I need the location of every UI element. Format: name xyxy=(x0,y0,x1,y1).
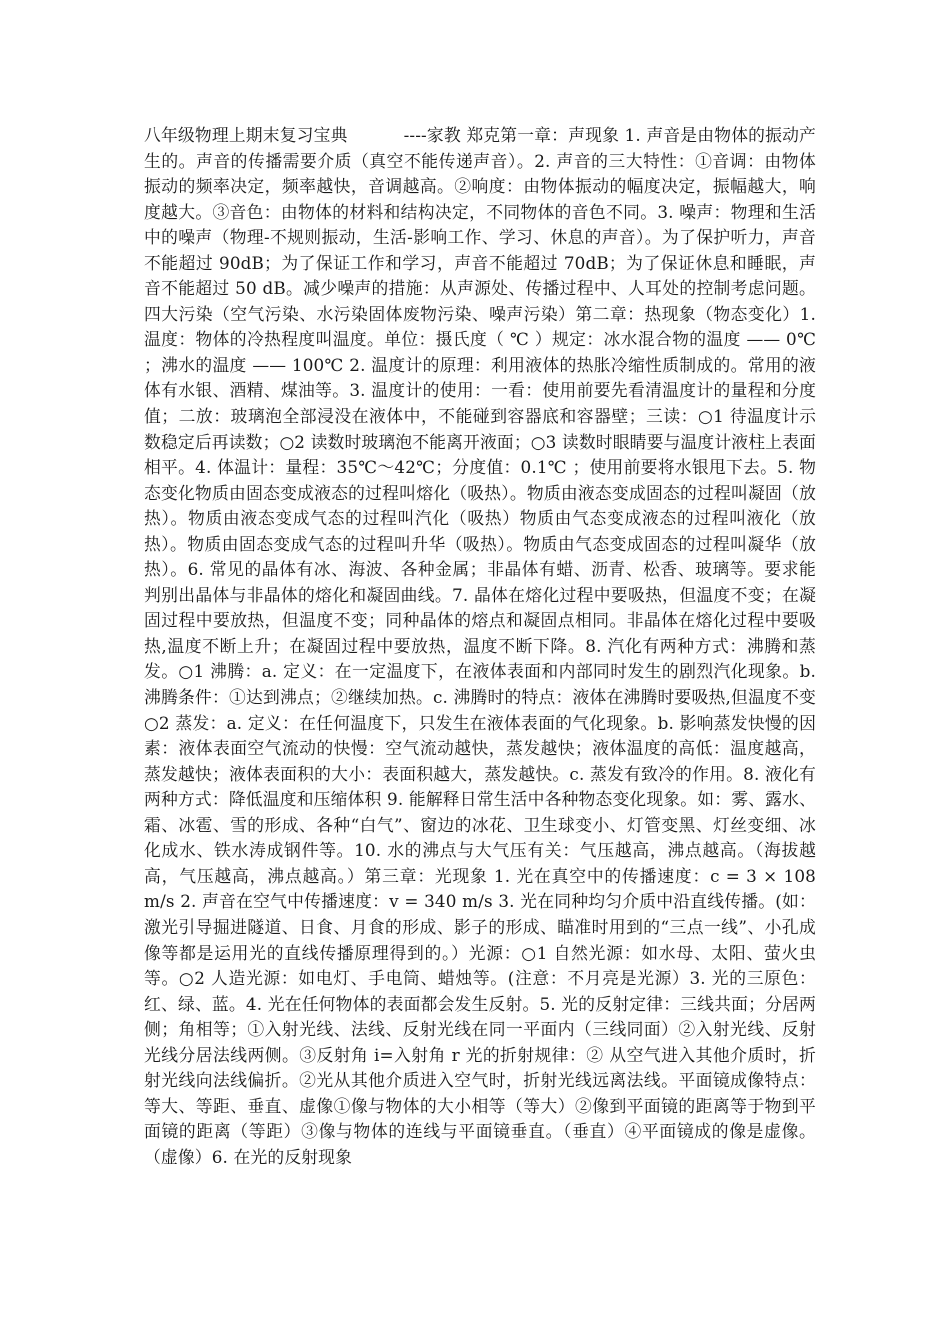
document-title: 八年级物理上期末复习宝典 xyxy=(144,125,348,145)
author-note: ----家教 郑克 xyxy=(403,125,501,145)
body-text: 第一章：声现象 1. 声音是由物体的振动产生的。声音的传播需要介质（真空不能传递声音）。2. 声音的三大特性：①音调：由物体振动的频率决定，频率越快，音调越高。②响度：由物体振动的幅度决定，振幅越大，响度越大。③音色：由物体的材料和结构决定，不同物体的音色不同。3. 噪声：物理和生活中的噪声（物理-不规则振动，生活-影响工作、学习、休息的声音）。为了保护听力，声音不能超过 90dB；为了保证工作和学习，声音不能超过 70dB；为了保证休息和睡眠，声音不能超过 50 dB。减少噪声的措施：从声源处、传播过程中、人耳处的控制考虑问题。四大污染（空气污染、水污染固体废物污染、噪声污染）第二章：热现象（物态变化）1. 温度：物体的冷热程度叫温度。单位：摄氏度（ ℃ ）规定：冰水混合物的温度 —— 0℃ ；沸水的温度 —— 100℃ 2. 温度计的原理：利用液体的热胀冷缩性质制成的。常用的液体有水银、酒精、煤油等。3. 温度计的使用：一看：使用前要先看清温度计的量程和分度值；二放：玻璃泡全部浸没在液体中，不能碰到容器底和容器壁；三读：○1 待温度计示数稳定后再读数；○2 读数时玻璃泡不能离开液面；○3 读数时眼睛要与温度计液柱上表面相平。4. 体温计：量程：35℃～42℃；分度值：0.1℃ ；使用前要将水银甩下去。5. 物态变化物质由固态变成液态的过程叫熔化（吸热）。物质由液态变成固态的过程叫凝固（放热）。物质由液态变成气态的过程叫汽化（吸热）物质由气态变成液态的过程叫液化（放热）。物质由固态变成气态的过程叫升华（吸热）。物质由气态变成固态的过程叫凝华（放热）。6. 常见的晶体有冰、海波、各种金属；非晶体有蜡、沥青、松香、玻璃等。要求能判别出晶体与非晶体的熔化和凝固曲线。7. 晶体在熔化过程中要吸热，但温度不变；在凝固过程中要放热，但温度不变；同种晶体的熔点和凝固点相同。非晶体在熔化过程中要吸热,温度不断上升；在凝固过程中要放热，温度不断下降。8. 汽化有两种方式：沸腾和蒸发。○1 沸腾：a. 定义：在一定温度下，在液体表面和内部同时发生的剧烈汽化现象。b. 沸腾条件：①达到沸点；②继续加热。c. 沸腾时的特点：液体在沸腾时要吸热,但温度不变 ○2 蒸发：a. 定义：在任何温度下，只发生在液体表面的气化现象。b. 影响蒸发快慢的因素：液体表面空气流动的快慢：空气流动越快，蒸发越快；液体温度的高低：温度越高，蒸发越快；液体表面积的大小：表面积越大，蒸发越快。c. 蒸发有致冷的作用。8. 液化有两种方式：降低温度和压缩体积 9. 能解释日常生活中各种物态变化现象。如：雾、露水、霜、冰雹、雪的形成、各种“白气”、窗边的冰花、卫生球变小、灯管变黑、灯丝变细、冰化成水、铁水涛成钢件等。10. 水的沸点与大气压有关：气压越高，沸点越高。（海拔越高，气压越高，沸点越高。）第三章：光现象 1. 光在真空中的传播速度：c = 3 × 108 m/s 2. 声音在空气中传播速度：v = 340 m/s 3. 光在同种均匀介质中沿直线传播。(如：激光引导掘进隧道、日食、月食的形成、影子的形成、瞄准时用到的“三点一线”、小孔成像等都是运用光的直线传播原理得到的。）光源：○1 自然光源：如水母、太阳、萤火虫等。○2 人造光源：如电灯、手电筒、蜡烛等。(注意：不月亮是光源）3. 光的三原色：红、绿、蓝。4. 光在任何物体的表面都会发生反射。5. 光的反射定律：三线共面；分居两侧；角相等；①入射光线、法线、反射光线在同一平面内（三线同面）②入射光线、反射光线分居法线两侧。③反射角 i=入射角 r 光的折射规律：② 从空气进入其他介质时，折射光线向法线偏折。②光从其他介质进入空气时，折射光线远离法线。平面镜成像特点：等大、等距、垂直、虚像①像与物体的大小相等（等大）②像到平面镜的距离等于物到平面镜的距离（等距）③像与物体的连线与平面镜垂直。（垂直）④平面镜成的像是虚像。（虚像）6. 在光的反射现象 xyxy=(144,125,816,1167)
document-body xyxy=(144,123,816,1170)
